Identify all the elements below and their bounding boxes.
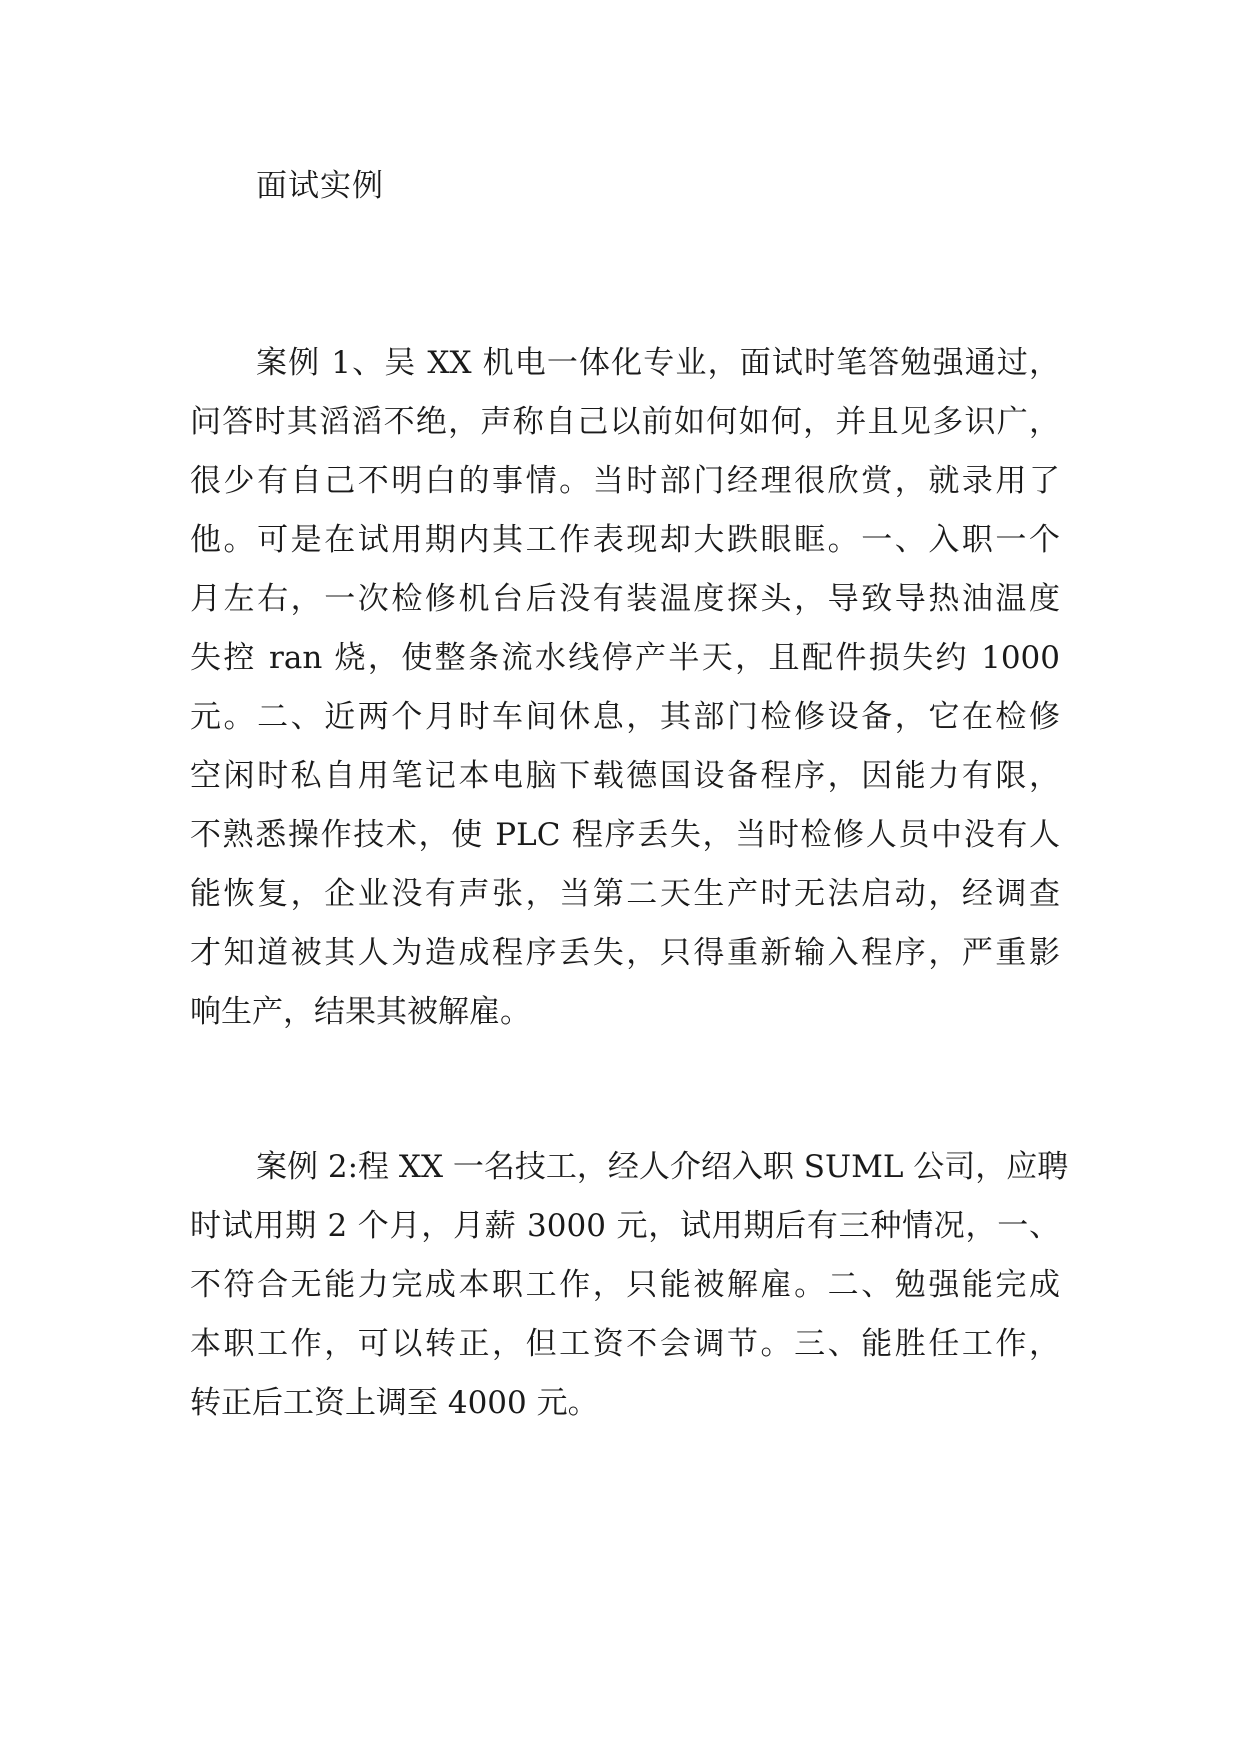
paragraph-line: 不符合无能力完成本职工作，只能被解雇。二、勉强能完成	[190, 1267, 1060, 1303]
paragraph-line: 很少有自己不明白的事情。当时部门经理很欣赏，就录用了	[190, 463, 1060, 499]
paragraph-line: 能恢复，企业没有声张，当第二天生产时无法启动，经调查	[190, 876, 1060, 912]
paragraph-line: 元。二、近两个月时车间休息，其部门检修设备，它在检修	[190, 699, 1060, 735]
paragraph-line: 失控 ran 烧，使整条流水线停产半天，且配件损失约 1000	[190, 640, 1060, 676]
paragraph-line: 不熟悉操作技术，使 PLC 程序丢失，当时检修人员中没有人	[190, 817, 1060, 853]
case-2-paragraph	[190, 1138, 1069, 1433]
paragraph-line: 空闲时私自用笔记本电脑下载德国设备程序，因能力有限，	[190, 758, 1060, 794]
paragraph-line: 才知道被其人为造成程序丢失，只得重新输入程序，严重影	[190, 935, 1060, 971]
paragraph-line: 月左右，一次检修机台后没有装温度探头，导致导热油温度	[190, 581, 1060, 617]
paragraph-line: 本职工作，可以转正，但工资不会调节。三、能胜任工作，	[190, 1326, 1060, 1362]
paragraph-line: 案例 1、吴 XX 机电一体化专业，面试时笔答勉强通过，	[256, 345, 1060, 381]
paragraph-line: 他。可是在试用期内其工作表现却大跌眼眶。一、入职一个	[190, 522, 1060, 558]
paragraph-line: 问答时其滔滔不绝，声称自己以前如何如何，并且见多识广，	[190, 404, 1060, 440]
paragraph-line: 转正后工资上调至 4000 元。	[190, 1385, 599, 1421]
paragraph-line: 响生产，结果其被解雇。	[190, 994, 531, 1030]
document-title: 面试实例	[256, 168, 384, 204]
paragraph-line: 时试用期 2 个月，月薪 3000 元，试用期后有三种情况，一、	[190, 1208, 1060, 1244]
paragraph-line: 案例 2:程 XX 一名技工，经人介绍入职 SUML 公司，应聘	[256, 1149, 1069, 1185]
case-1-paragraph	[190, 334, 1060, 1042]
